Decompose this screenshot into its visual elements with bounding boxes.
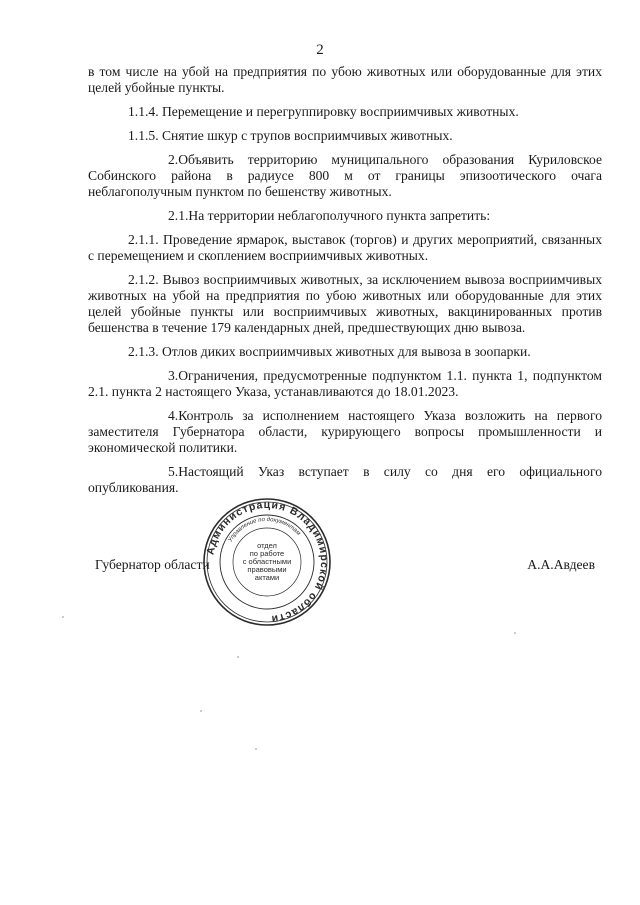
- decree-paragraph: [88, 152, 602, 200]
- decree-paragraph: [88, 368, 602, 400]
- decree-body: [88, 64, 602, 504]
- seal-center-line: с областными: [242, 557, 292, 566]
- seal-outer-text: Администрация Владимирской области: [204, 498, 331, 625]
- paragraph-text: Настоящий Указ вступает в силу со дня его официального опубликования.: [88, 464, 602, 495]
- scan-speck: [237, 656, 239, 658]
- paragraph-text: 2.1.2. Вывоз восприимчивых животных, за исключением вывоза восприимчивых животных на убой на предприятия по убою животных или оборудованные для этих целей убойные пункты или восприимчивых животных, вакцинированных против бешенства в течение 179 календарных дней, предшествующих дню вывоза.: [88, 272, 602, 335]
- signatory-name: А.А.Авдеев: [527, 557, 595, 572]
- decree-paragraph: [88, 104, 602, 120]
- decree-paragraph: [88, 232, 602, 264]
- decree-paragraph: [88, 344, 602, 360]
- scan-speck: [255, 748, 257, 750]
- paragraph-text: Контроль за исполнением настоящего Указа возложить на первого заместителя Губернатора области, курирующего вопросы промышленности и экономической политики.: [88, 408, 602, 455]
- paragraph-text: 1.1.4. Перемещение и перегруппировку восприимчивых животных.: [128, 104, 519, 119]
- seal-center-line: актами: [254, 573, 280, 582]
- scan-speck: [200, 710, 202, 712]
- scan-speck: [514, 632, 516, 634]
- decree-paragraph: [88, 464, 602, 496]
- seal-inner-text: Управление по документам: [227, 516, 302, 544]
- paragraph-number: 2.: [168, 152, 179, 167]
- decree-paragraph: [88, 408, 602, 456]
- paragraph-number: 4.: [168, 408, 179, 423]
- decree-paragraph: [88, 272, 602, 336]
- seal-center-line: по работе: [249, 549, 285, 558]
- paragraph-number: 2.1.: [168, 208, 189, 223]
- paragraph-text: в том числе на убой на предприятия по убою животных или оборудованные для этих целей убойные пункты.: [88, 64, 602, 95]
- paragraph-text: 2.1.1. Проведение ярмарок, выставок (торгов) и других мероприятий, связанных с перемещением и скоплением восприимчивых животных.: [88, 232, 602, 263]
- seal-center-line: отдел: [257, 541, 277, 550]
- page-number: 2: [316, 42, 324, 58]
- signatory-title: Губернатор области: [95, 557, 210, 572]
- paragraph-number: 3.: [168, 368, 179, 383]
- official-seal: [202, 497, 332, 627]
- paragraph-text: На территории неблагополучного пункта запретить:: [188, 208, 491, 223]
- decree-paragraph: [88, 208, 602, 224]
- paragraph-text: Объявить территорию муниципального образования Куриловское Собинского района в радиусе 800 м от границы эпизоотического очага неблагополучным пунктом по бешенству животных.: [88, 152, 602, 199]
- seal-center-text: [243, 541, 292, 582]
- decree-paragraph: [88, 64, 602, 96]
- paragraph-text: 1.1.5. Снятие шкур с трупов восприимчивых животных.: [128, 128, 453, 143]
- decree-paragraph: [88, 128, 602, 144]
- paragraph-number: 5.: [168, 464, 179, 479]
- paragraph-text: Ограничения, предусмотренные подпунктом 1.1. пункта 1, подпунктом 2.1. пункта 2 настоящего Указа, устанавливаются до 18.01.2023.: [88, 368, 602, 399]
- seal-center-line: правовыми: [247, 565, 287, 574]
- paragraph-text: 2.1.3. Отлов диких восприимчивых животных для вывоза в зоопарки.: [128, 344, 531, 359]
- scan-speck: [62, 616, 64, 618]
